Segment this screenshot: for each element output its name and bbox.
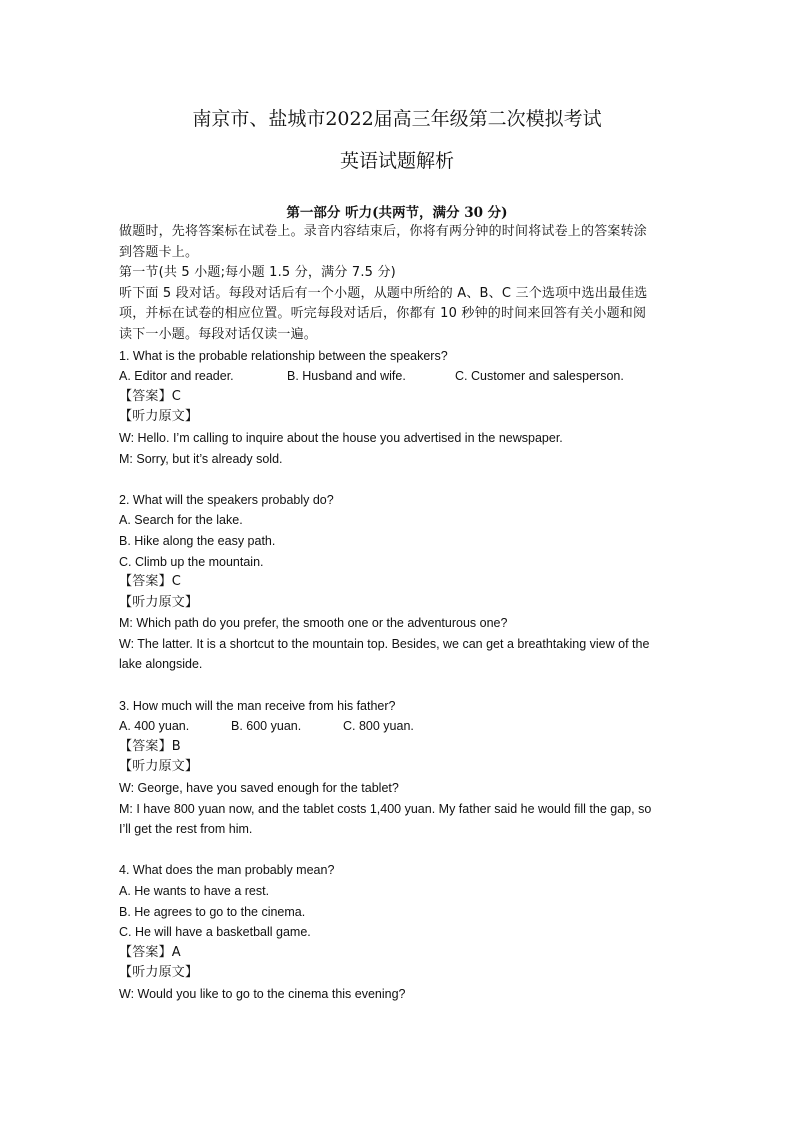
option-c: C. He will have a basketball game. — [119, 925, 311, 940]
option-b: B. Hike along the easy path. — [119, 533, 276, 548]
transcript-line: W: George, have you saved enough for the tablet? — [119, 781, 399, 796]
transcript-label: 【听力原文】 — [119, 759, 199, 775]
part1-heading: 第一节(共 5 小题;每小题 1.5 分，满分 7.5 分) — [119, 265, 396, 281]
document-title: 南京市、盐城市2022届高三年级第二次模拟考试 — [192, 108, 602, 130]
transcript-label: 【听力原文】 — [119, 594, 199, 610]
question-options — [119, 716, 679, 737]
option-c: C. 800 yuan. — [343, 719, 414, 734]
transcript-line: W: Hello. I’m calling to inquire about the house you advertised in the newspaper. — [119, 430, 563, 445]
document-subtitle: 英语试题解析 — [339, 150, 454, 172]
document-body — [119, 222, 679, 1005]
instruction-line: 做题时，先将答案标在试卷上。录音内容结束后，你将有两分钟的时间将试卷上的答案转涂 — [119, 224, 648, 239]
option-a: A. He wants to have a rest. — [119, 884, 270, 898]
question-stem: 2. What will the speakers probably do? — [119, 492, 334, 507]
question-stem: 4. What does the man probably mean? — [119, 863, 335, 878]
transcript-line: W: Would you like to go to the cinema this evening? — [119, 986, 406, 1001]
question-options — [119, 366, 679, 387]
part1-instruction-line: 读下一小题。每段对话仅读一遍。 — [119, 326, 318, 342]
transcript-line: M: Sorry, but it’s already sold. — [119, 451, 283, 466]
transcript-line: lake alongside. — [119, 657, 203, 672]
option-b: B. Husband and wife. — [287, 369, 406, 384]
instruction-line: 到答题卡上。 — [119, 244, 199, 260]
option-a: A. Search for the lake. — [119, 513, 243, 528]
option-c: C. Climb up the mountain. — [119, 554, 264, 569]
option-a: A. Editor and reader. — [119, 369, 234, 384]
part1-instruction-line: 项，并标在试卷的相应位置。听完每段对话后，你都有 10 秒钟的时间来回答有关小题和阅 — [119, 306, 647, 322]
answer-label: 【答案】C — [119, 388, 182, 404]
transcript-label: 【听力原文】 — [119, 409, 199, 425]
option-b: B. He agrees to go to the cinema. — [119, 904, 306, 919]
transcript-line: W: The latter. It is a shortcut to the mountain top. Besides, we can get a breathtaking view of the — [119, 636, 650, 651]
section-heading: 第一部分 听力(共两节，满分 30 分) — [286, 205, 508, 221]
answer-label: 【答案】A — [119, 944, 181, 960]
answer-label: 【答案】B — [119, 738, 181, 754]
transcript-line: I’ll get the rest from him. — [119, 822, 253, 837]
option-b: B. 600 yuan. — [231, 719, 302, 734]
transcript-line: M: I have 800 yuan now, and the tablet costs 1,400 yuan. My father said he would fill the gap, so — [119, 801, 652, 816]
answer-label: 【答案】C — [119, 574, 182, 590]
question-stem: 3. How much will the man receive from his father? — [119, 698, 396, 713]
question-stem: 1. What is the probable relationship between the speakers? — [119, 348, 448, 363]
transcript-line: M: Which path do you prefer, the smooth one or the adventurous one? — [119, 616, 508, 631]
option-c: C. Customer and salesperson. — [455, 369, 624, 384]
part1-instruction-line: 听下面 5 段对话。每段对话后有一个小题，从题中所给的 A、B、C 三个选项中选出最佳选 — [119, 285, 648, 301]
transcript-label: 【听力原文】 — [119, 965, 199, 981]
option-a: A. 400 yuan. — [119, 719, 190, 734]
